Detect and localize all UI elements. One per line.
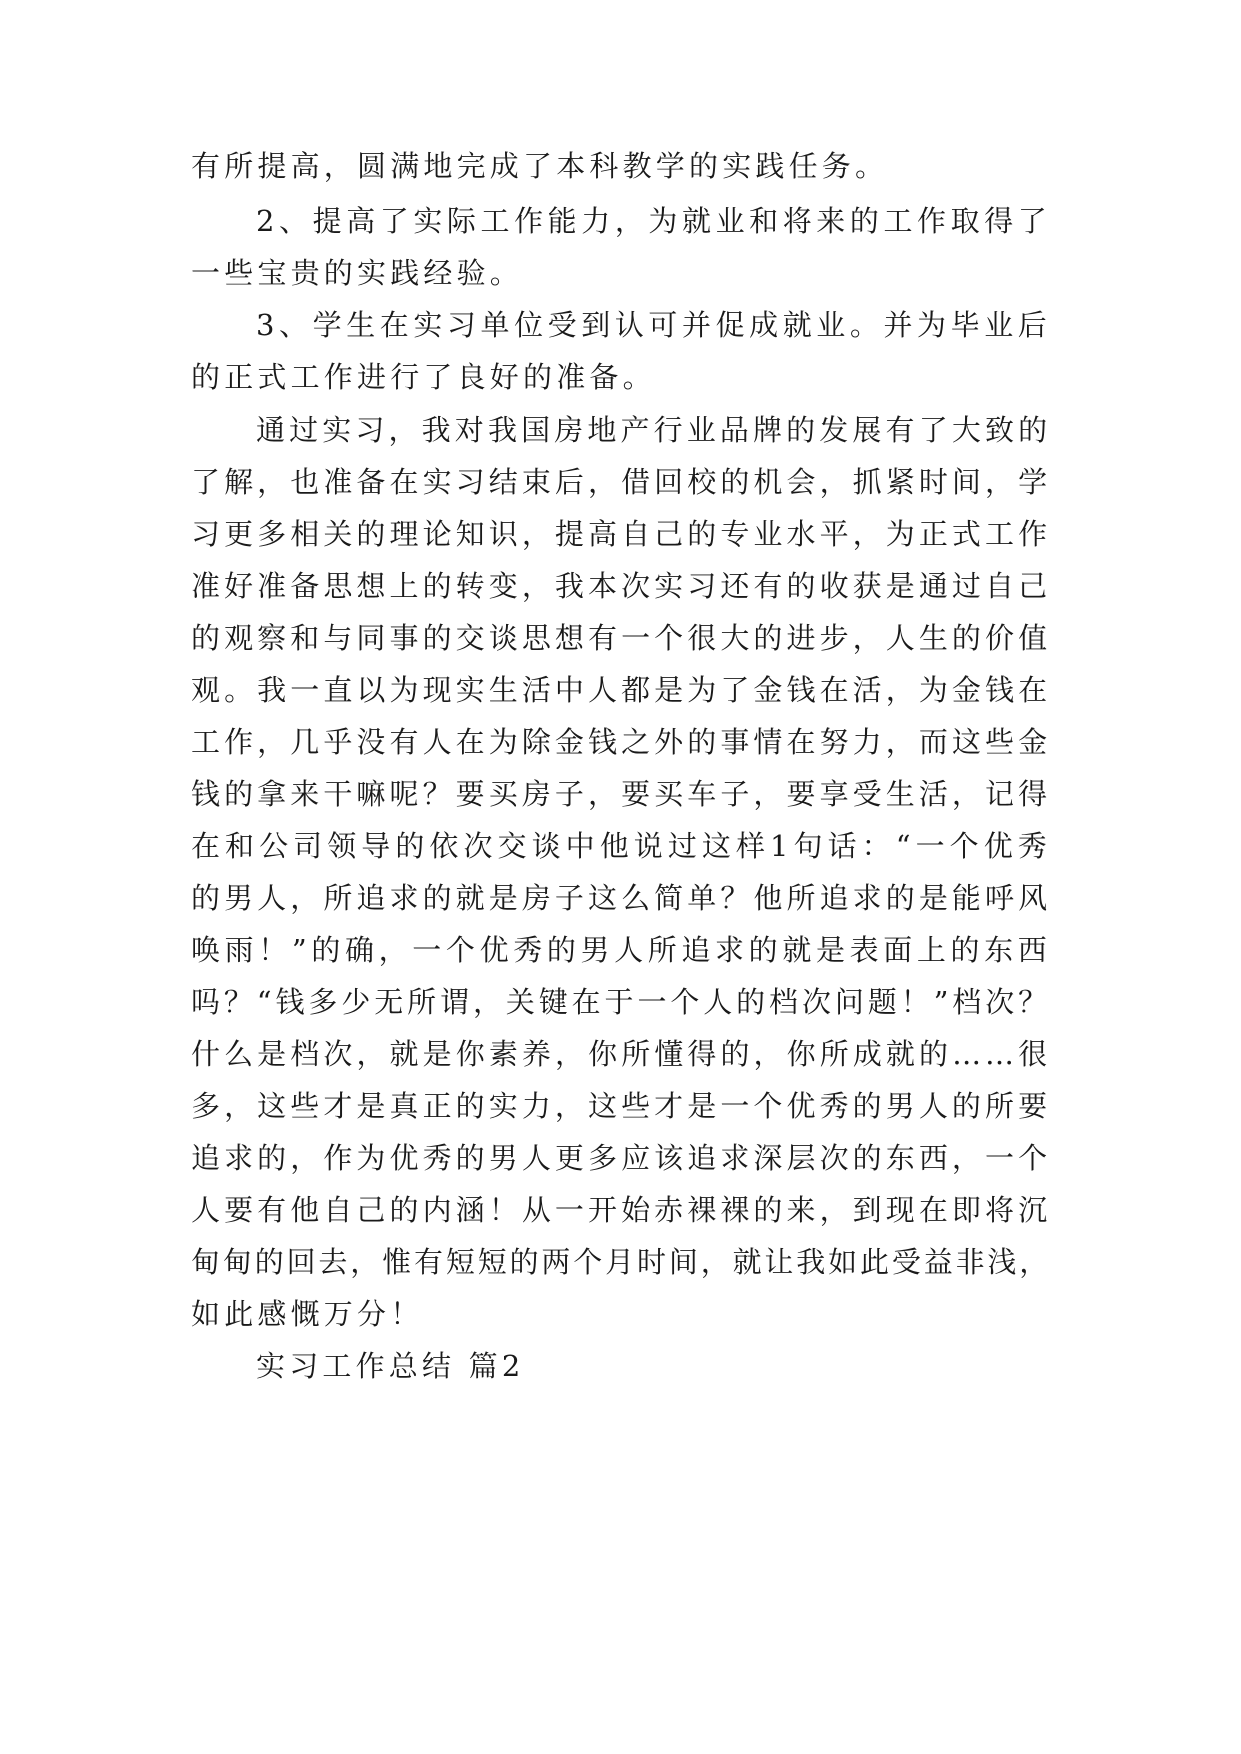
list-item-3-line: 的正式工作进行了良好的准备。	[191, 360, 656, 394]
paragraph-line: 习更多相关的理论知识，提高自己的专业水平，为正式工作	[191, 517, 1051, 551]
paragraph-line: 准好准备思想上的转变，我本次实习还有的收获是通过自己	[191, 569, 1051, 603]
paragraph-line: 工作，几乎没有人在为除金钱之外的事情在努力，而这些金	[191, 725, 1051, 759]
paragraph-line: 的观察和与同事的交谈思想有一个很大的进步，人生的价值	[191, 621, 1051, 655]
paragraph-line: 在和公司领导的依次交谈中他说过这样1句话：“一个优秀	[191, 829, 1051, 863]
paragraph-line: 钱的拿来干嘛呢？要买房子，要买车子，要享受生活，记得	[191, 777, 1051, 811]
paragraph-line: 观。我一直以为现实生活中人都是为了金钱在活，为金钱在	[191, 673, 1051, 707]
paragraph-line: 吗？“钱多少无所谓，关键在于一个人的档次问题！”档次？	[191, 985, 1051, 1019]
paragraph-line: 通过实习，我对我国房地产行业品牌的发展有了大致的	[256, 413, 1051, 447]
list-item-2-line: 一些宝贵的实践经验。	[191, 256, 524, 290]
paragraph-line: 什么是档次，就是你素养，你所懂得的，你所成就的……很	[191, 1037, 1051, 1071]
paragraph-line: 了解，也准备在实习结束后，借回校的机会，抓紧时间，学	[191, 465, 1051, 499]
list-item-2-line: 2、提高了实际工作能力，为就业和将来的工作取得了	[256, 204, 1051, 238]
paragraph-line: 如此感慨万分！	[191, 1297, 424, 1331]
body-text-line: 有所提高，圆满地完成了本科教学的实践任务。	[191, 149, 889, 183]
list-item-3-line: 3、学生在实习单位受到认可并促成就业。并为毕业后	[256, 308, 1051, 342]
paragraph-line: 甸甸的回去，惟有短短的两个月时间，就让我如此受益非浅，	[191, 1245, 1051, 1279]
paragraph-line: 唤雨！”的确，一个优秀的男人所追求的就是表面上的东西	[191, 933, 1051, 967]
paragraph-line: 的男人，所追求的就是房子这么简单？他所追求的是能呼风	[191, 881, 1051, 915]
paragraph-line: 多，这些才是真正的实力，这些才是一个优秀的男人的所要	[191, 1089, 1051, 1123]
paragraph-line: 人要有他自己的内涵！从一开始赤裸裸的来，到现在即将沉	[191, 1193, 1051, 1227]
paragraph-line: 追求的，作为优秀的男人更多应该追求深层次的东西，一个	[191, 1141, 1051, 1175]
section-heading: 实习工作总结 篇2	[256, 1349, 525, 1383]
